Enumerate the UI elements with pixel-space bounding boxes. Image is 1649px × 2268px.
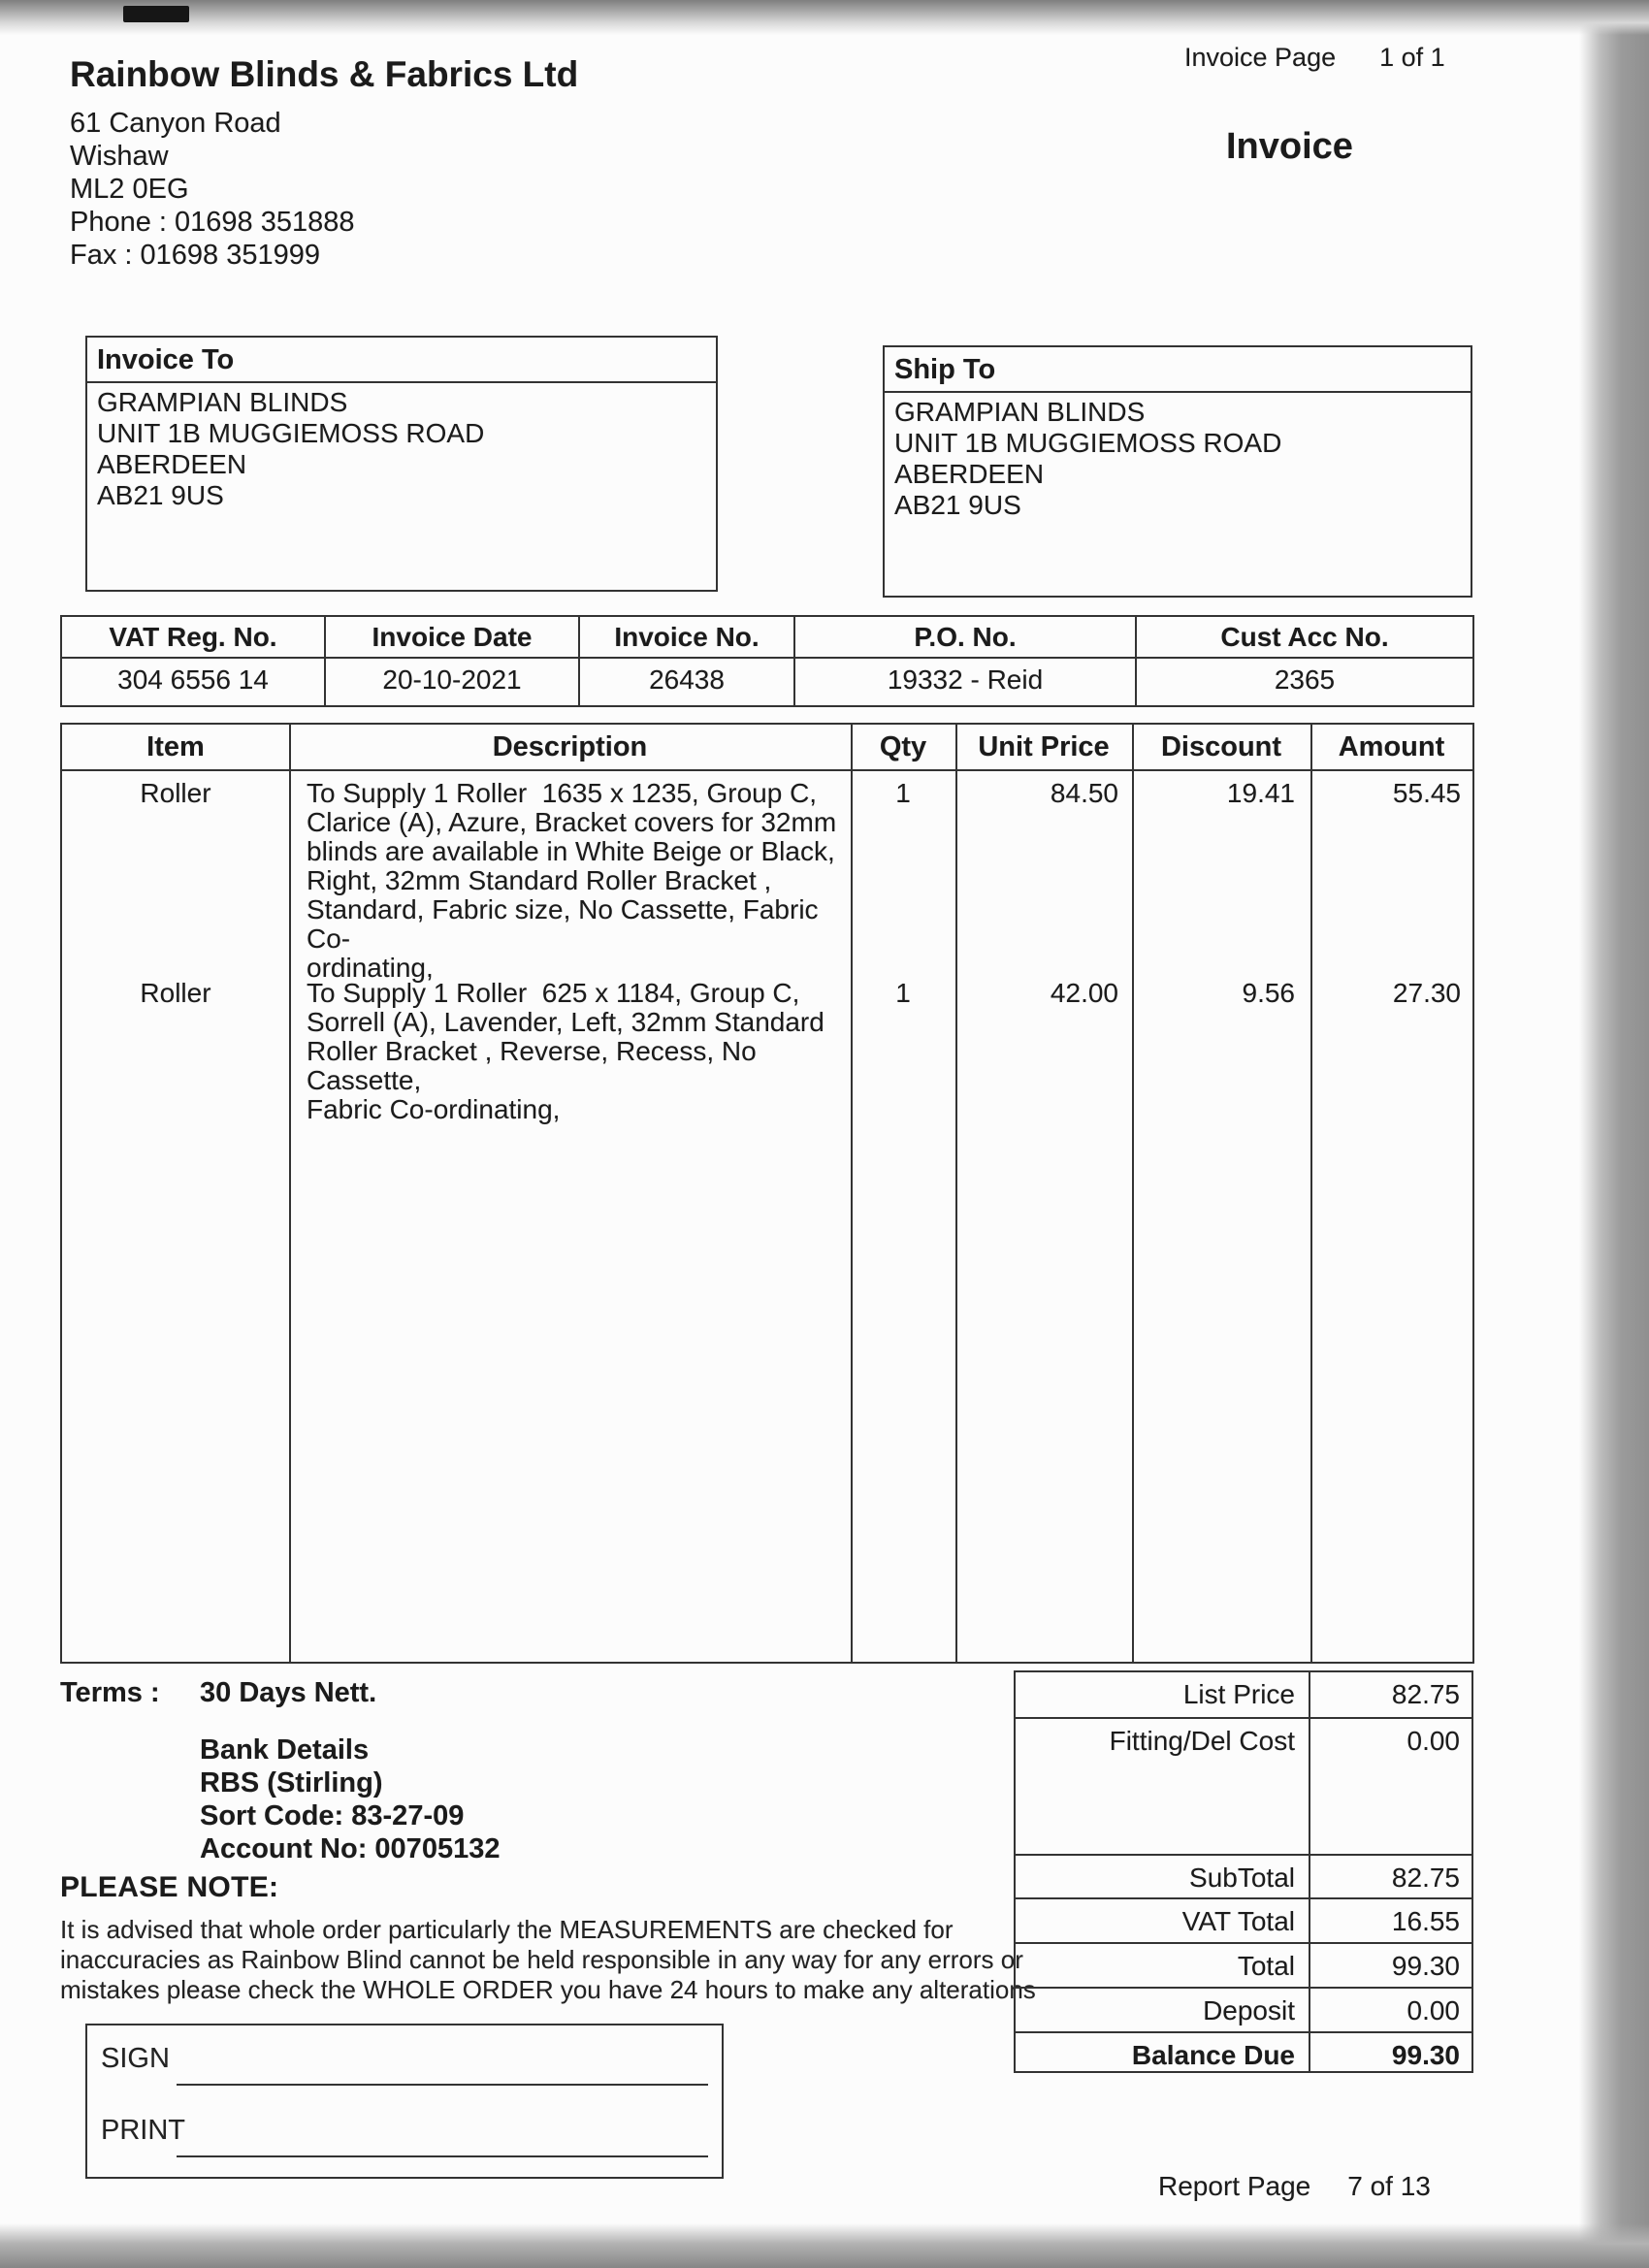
bank-account-no: Account No: 00705132 bbox=[200, 1833, 501, 1864]
meta-value-cust-acc: 2365 bbox=[1274, 664, 1336, 695]
invoice-page-indicator bbox=[1184, 43, 1445, 73]
totals-row-list-price bbox=[1016, 1672, 1471, 1719]
totals-row-fitting-del-cost bbox=[1016, 1719, 1471, 1857]
item-description-line: To Supply 1 Roller 625 x 1184, Group C, bbox=[307, 978, 800, 1008]
meta-value-invoice-date: 20-10-2021 bbox=[326, 659, 580, 705]
invoice-to-address-line: ABERDEEN bbox=[97, 449, 247, 479]
totals-table bbox=[1014, 1670, 1473, 2073]
item-description-line: blinds are available in White Beige or Black, bbox=[307, 836, 835, 866]
item-description-line: Clarice (A), Azure, Bracket covers for 32mm bbox=[307, 807, 837, 837]
item-description-line: Right, 32mm Standard Roller Bracket , bbox=[307, 865, 772, 895]
items-header-unit-price: Unit Price bbox=[978, 730, 1110, 762]
totals-value: 99.30 bbox=[1391, 2039, 1460, 2070]
scanner-edge-top bbox=[0, 0, 1649, 35]
items-header-row bbox=[62, 725, 1472, 771]
scanner-edge-right bbox=[1579, 0, 1649, 2268]
item-description-line: ordinating, bbox=[307, 953, 434, 983]
signature-box bbox=[85, 2024, 724, 2179]
note-text-line: inaccuracies as Rainbow Blind cannot be held responsible in any way for any errors or bbox=[60, 1945, 1023, 1974]
bank-sort-code: Sort Code: 83-27-09 bbox=[200, 1800, 465, 1831]
invoice-to-address-line: AB21 9US bbox=[97, 480, 224, 510]
totals-value: 0.00 bbox=[1406, 1995, 1460, 2026]
item-description bbox=[289, 779, 851, 983]
meta-value-po-no: 19332 - Reid bbox=[795, 659, 1137, 705]
meta-value-invoice-no: 26438 bbox=[580, 659, 795, 705]
invoice-title: Invoice bbox=[1226, 126, 1353, 167]
ship-to-address-line: UNIT 1B MUGGIEMOSS ROAD bbox=[894, 428, 1282, 458]
item-discount: 19.41 bbox=[1226, 778, 1295, 808]
invoice-to-label: Invoice To bbox=[87, 338, 716, 383]
totals-value: 82.75 bbox=[1391, 1679, 1460, 1709]
bank-details-title: Bank Details bbox=[200, 1734, 370, 1766]
totals-label: Balance Due bbox=[1016, 2033, 1310, 2071]
item-row bbox=[62, 779, 1472, 983]
totals-value: 82.75 bbox=[1391, 1863, 1460, 1894]
meta-header-invoice-no: Invoice No. bbox=[580, 617, 795, 657]
totals-row-total bbox=[1016, 1944, 1471, 1989]
company-address-line: Wishaw bbox=[70, 141, 169, 172]
report-page-value: 7 of 13 bbox=[1347, 2171, 1431, 2201]
items-header-amount: Amount bbox=[1338, 730, 1445, 762]
terms-row bbox=[60, 1677, 377, 1709]
invoice-page-label: Invoice Page bbox=[1184, 43, 1337, 72]
ship-to-address bbox=[885, 393, 1471, 525]
invoice-meta-table bbox=[60, 615, 1474, 707]
meta-header-cust-acc: Cust Acc No. bbox=[1220, 622, 1389, 652]
meta-value-row bbox=[62, 659, 1472, 705]
totals-row-balance-due bbox=[1016, 2033, 1471, 2071]
item-description-line: Sorrell (A), Lavender, Left, 32mm Standard bbox=[307, 1007, 824, 1037]
totals-row-deposit bbox=[1016, 1989, 1471, 2033]
totals-row-vat-total bbox=[1016, 1899, 1471, 1944]
meta-header-invoice-date: Invoice Date bbox=[326, 617, 580, 657]
totals-label: Deposit bbox=[1016, 1989, 1310, 2031]
meta-header-vat: VAT Reg. No. bbox=[62, 617, 326, 657]
totals-label: VAT Total bbox=[1016, 1899, 1310, 1942]
invoice-to-box bbox=[85, 336, 718, 592]
totals-value: 16.55 bbox=[1391, 1906, 1460, 1937]
items-header-description: Description bbox=[492, 730, 648, 762]
invoice-to-address-line: GRAMPIAN BLINDS bbox=[97, 387, 348, 417]
items-header-item: Item bbox=[146, 730, 205, 762]
item-unit-price: 84.50 bbox=[1050, 778, 1118, 808]
scanner-edge-bottom bbox=[0, 2223, 1649, 2268]
invoice-to-address bbox=[87, 383, 716, 515]
please-note-text bbox=[60, 1915, 1036, 2005]
item-row bbox=[62, 979, 1472, 1124]
company-address-line: ML2 0EG bbox=[70, 174, 189, 205]
ship-to-address-line: ABERDEEN bbox=[894, 459, 1045, 489]
items-table bbox=[60, 723, 1474, 1664]
item-description-line: Roller Bracket , Reverse, Recess, No Cassette, bbox=[307, 1036, 764, 1095]
item-type: Roller bbox=[140, 778, 211, 808]
item-description-line: To Supply 1 Roller 1635 x 1235, Group C, bbox=[307, 778, 818, 808]
company-fax: Fax : 01698 351999 bbox=[70, 240, 320, 271]
scanner-edge-mark bbox=[123, 6, 189, 22]
terms-value: 30 Days Nett. bbox=[200, 1677, 377, 1708]
terms-label: Terms : bbox=[60, 1677, 160, 1708]
item-qty: 1 bbox=[895, 978, 911, 1008]
totals-label: Total bbox=[1016, 1944, 1310, 1987]
sign-line bbox=[177, 2084, 708, 2086]
report-page-indicator bbox=[1158, 2171, 1431, 2202]
invoice-page-value: 1 of 1 bbox=[1379, 43, 1445, 72]
invoice-to-address-line: UNIT 1B MUGGIEMOSS ROAD bbox=[97, 418, 485, 448]
company-phone: Phone : 01698 351888 bbox=[70, 207, 355, 238]
company-name: Rainbow Blinds & Fabrics Ltd bbox=[70, 54, 579, 94]
meta-header-po-no: P.O. No. bbox=[795, 617, 1137, 657]
item-type: Roller bbox=[140, 978, 211, 1008]
meta-value-vat: 304 6556 14 bbox=[62, 659, 326, 705]
bank-details bbox=[200, 1733, 500, 1865]
ship-to-address-line: AB21 9US bbox=[894, 490, 1021, 520]
totals-label: List Price bbox=[1016, 1672, 1310, 1717]
note-text-line: It is advised that whole order particularly the MEASUREMENTS are checked for bbox=[60, 1915, 954, 1944]
item-description bbox=[289, 979, 851, 1124]
item-amount: 55.45 bbox=[1392, 778, 1461, 808]
totals-value: 99.30 bbox=[1391, 1951, 1460, 1982]
print-line bbox=[177, 2155, 708, 2157]
ship-to-box bbox=[883, 345, 1472, 598]
item-description-line: Standard, Fabric size, No Cassette, Fabric Co- bbox=[307, 894, 826, 954]
totals-value: 0.00 bbox=[1406, 1725, 1460, 1756]
sign-label: SIGN bbox=[101, 2043, 170, 2074]
company-block bbox=[70, 54, 578, 272]
item-description-line: Fabric Co-ordinating, bbox=[307, 1094, 561, 1124]
item-qty: 1 bbox=[895, 778, 911, 808]
print-label: PRINT bbox=[101, 2115, 185, 2146]
totals-label: Fitting/Del Cost bbox=[1016, 1719, 1310, 1855]
items-header-qty: Qty bbox=[879, 730, 927, 762]
please-note-title: PLEASE NOTE: bbox=[60, 1871, 279, 1903]
report-page-label: Report Page bbox=[1158, 2171, 1311, 2201]
totals-row-subtotal bbox=[1016, 1856, 1471, 1899]
item-unit-price: 42.00 bbox=[1050, 978, 1118, 1008]
company-address-line: 61 Canyon Road bbox=[70, 108, 281, 139]
note-text-line: mistakes please check the WHOLE ORDER you have 24 hours to make any alterations bbox=[60, 1975, 1036, 2004]
meta-header-row bbox=[62, 617, 1472, 659]
ship-to-address-line: GRAMPIAN BLINDS bbox=[894, 397, 1146, 427]
bank-name: RBS (Stirling) bbox=[200, 1767, 383, 1798]
totals-label: SubTotal bbox=[1016, 1856, 1310, 1897]
items-header-discount: Discount bbox=[1160, 730, 1282, 762]
item-discount: 9.56 bbox=[1242, 978, 1295, 1008]
ship-to-label: Ship To bbox=[885, 347, 1471, 393]
item-amount: 27.30 bbox=[1392, 978, 1461, 1008]
